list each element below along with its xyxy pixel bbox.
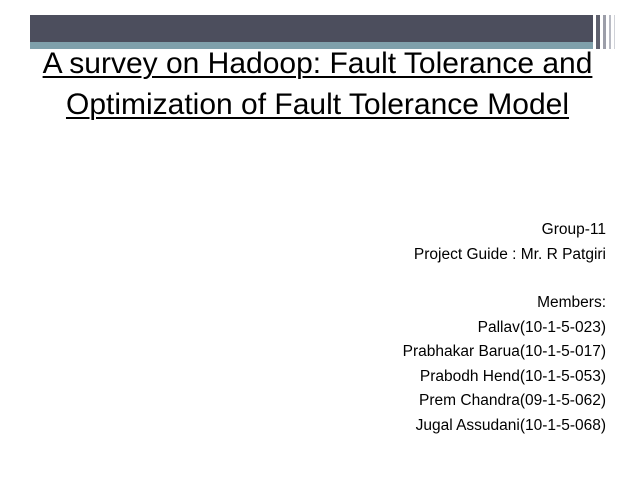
members-label: Members: (537, 294, 606, 311)
stripe (614, 15, 615, 49)
header-stripes (596, 15, 620, 49)
stripe (596, 15, 600, 49)
member-item: Jugal Assudani(10-1-5-068) (415, 416, 606, 434)
member-item: Prabodh Hend(10-1-5-053) (419, 367, 606, 385)
project-guide: Project Guide : Mr. R Patgiri (413, 245, 606, 263)
member-item: Prem Chandra(09-1-5-062) (419, 392, 606, 409)
stripe (609, 15, 611, 49)
slide-info (286, 218, 606, 438)
spacer (286, 267, 606, 291)
header-band (30, 15, 593, 42)
slide-title: A survey on Hadoop: Fault Tolerance and Optimization of Fault Tolerance Model (42, 47, 593, 121)
member-item: Pallav(10-1-5-023) (477, 318, 606, 336)
member-item: Prabhakar Barua(10-1-5-017) (402, 343, 606, 360)
group-label: Group-11 (541, 221, 606, 238)
stripe (603, 15, 606, 49)
